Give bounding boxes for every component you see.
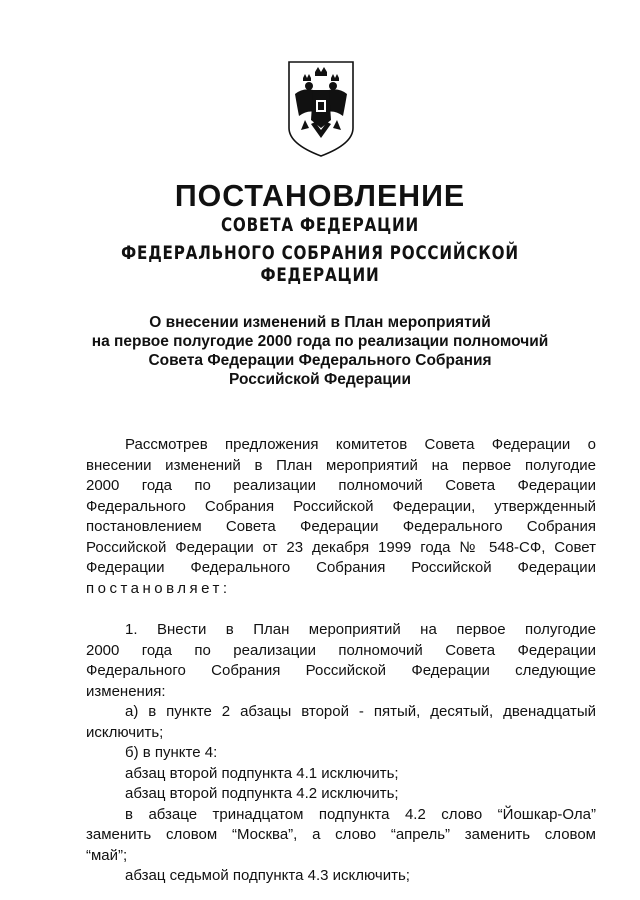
preamble-line: внесении изменений в План мероприятий на первое полугодие [86,456,596,474]
item-b-sub-line: абзац седьмой подпункта 4.3 исключить; [125,867,410,884]
preamble-line: Федерального Собрания Российской Федерации, утвержденный [86,497,596,515]
document-body [86,435,596,887]
subject-line: Российской Федерации [229,371,411,388]
item-1-line: 2000 года по реализации полномочий Совета Федерации [86,641,596,659]
item-b-sub-line: заменить словом “Москва”, а слово “апрель” заменить словом [86,826,596,843]
issuer-line-2: ФЕДЕРАЛЬНОГО СОБРАНИЯ РОССИЙСКОЙ ФЕДЕРАЦИИ [121,242,519,286]
item-b-sub-line: абзац второй подпункта 4.2 исключить; [125,785,399,802]
item-1-line: 1. Внести в План мероприятий на первое полугодие [125,621,596,638]
document-title: ПОСТАНОВЛЕНИЕ [174,178,466,213]
preamble-line: постановлением Совета Федерации Федерального Собрания [86,518,596,535]
preamble-line: Рассмотрев предложения комитетов Совета Федерации о [125,436,596,453]
item-b-sub-line: “май”; [86,846,128,864]
preamble-line: Российской Федерации от 23 декабря 1999 года № 548-СФ, Совет [86,538,596,556]
preamble-line: 2000 года по реализации полномочий Совета Федерации [86,477,596,494]
preamble-line: Федерации Федерального Собрания Российской Федерации [86,559,596,576]
item-b-sub-line: в абзаце тринадцатом подпункта 4.2 слово “Йошкар-Ола” [125,805,596,823]
subject-line: О внесении изменений в План мероприятий [149,314,491,331]
document-subject [0,313,640,389]
subject-line: на первое полугодие 2000 года по реализации полномочий [91,333,549,350]
item-b-sub-line: абзац второй подпункта 4.1 исключить; [125,764,399,782]
subject-line: Совета Федерации Федерального Собрания [148,352,492,369]
item-a-line: а) в пункте 2 абзацы второй - пятый, десятый, двенадцатый [125,703,596,720]
resolves-word: постановляет: [86,579,231,597]
item-b-line: б) в пункте 4: [125,744,218,761]
issuer-line-1: СОВЕТА ФЕДЕРАЦИИ [220,214,420,236]
item-1-line: изменения: [86,682,166,700]
coat-of-arms-emblem [285,58,357,158]
item-1-line: Федерального Собрания Российской Федерации следующие [86,662,596,679]
item-a-line: исключить; [86,723,164,741]
